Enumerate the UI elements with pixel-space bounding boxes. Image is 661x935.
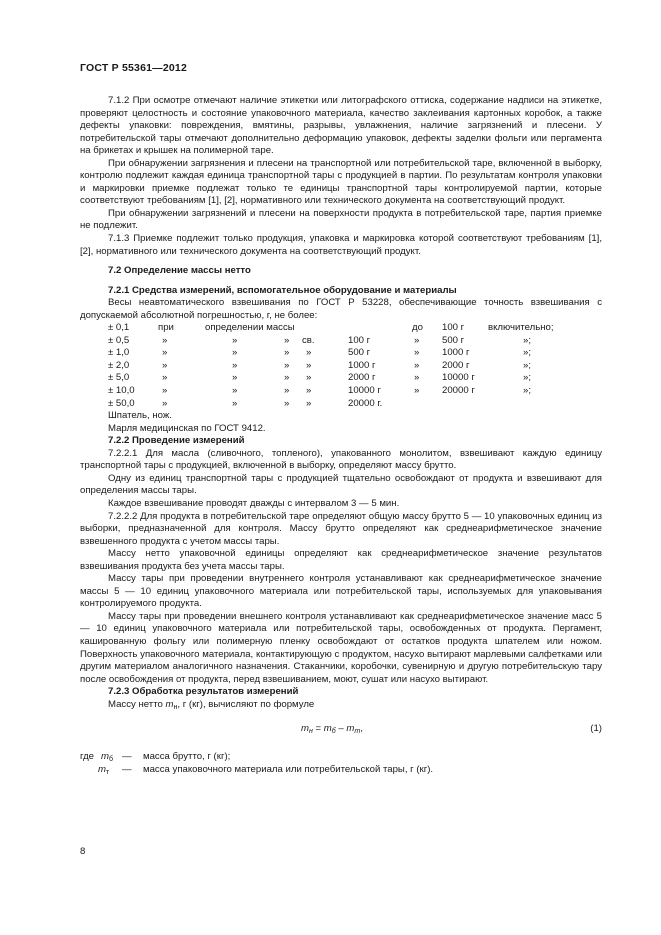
paragraph-7-2-2-1: 7.2.2.1 Для масла (сливочного, топленого), упакованного монолитом, взвешивают каждую единицу транспортной тары с продукцией, включенной в выборку, определяют массу брутто. xyxy=(80,447,602,472)
tolerance-row: ± 0,1 при определении массы до 100 г включительно; xyxy=(108,322,554,334)
tolerance-row: ± 2,0 » » » » 1000 г » 2000 г »; xyxy=(108,359,532,371)
paragraph-net-mass-unit: Массу нетто упаковочной единицы определяют как среднеарифметическое значение результатов взвешивания продукта без учета массы тары. xyxy=(80,548,602,572)
paragraph-7-1-2: 7.1.2 При осмотре отмечают наличие этикетки или литографского оттиска, содержание надписи на этикетке, проверяют целостность и состояние упаковочного материала, качество заклеивания картонных коробок, а также дефекты упаковки: повреждения, вмятины, разрывы, увлажнения, наличие загрязнений и плесени. У потребительской тары отмечают дополнительно деформацию упаковок, дефекты заделки фольги или пергамента на брикетах и крышек на полимерной таре. xyxy=(80,95,602,157)
document-body xyxy=(80,95,602,776)
paragraph-internal-control: Массу тары при проведении внутреннего контроля устанавливают как среднеарифметическое значение массы 5 — 10 единиц упаковочного материала или потребительской тары, используемых для упаковывания контролируемого продукта. xyxy=(80,573,602,610)
paragraph-scales: Весы неавтоматического взвешивания по ГОСТ Р 53228, обеспечивающие точность взвешивания с допускаемой абсолютной погрешностью, г, не более: xyxy=(80,297,602,321)
page-number: 8 xyxy=(80,846,86,857)
where-row-tare: $m_т$ — масса упаковочного материала или потребительской тары, г (кг). xyxy=(98,763,434,776)
item-spatula: Шпатель, нож. xyxy=(108,410,172,422)
heading-7-2-2: 7.2.2 Проведение измерений xyxy=(108,435,245,447)
item-gauze: Марля медицинская по ГОСТ 9412. xyxy=(108,422,266,434)
where-row-brutto: где $m_б$ — масса брутто, г (кг); xyxy=(80,751,231,764)
formula-expression: $m_н = m_б - m_т$, xyxy=(301,723,363,736)
heading-7-2-3: 7.2.3 Обработка результатов измерений xyxy=(108,686,299,698)
heading-7-2: 7.2 Определение массы нетто xyxy=(108,265,251,277)
formula-1 xyxy=(80,721,602,737)
paragraph-formula-intro: Массу нетто $m_н$, г (кг), вычисляют по формуле xyxy=(108,698,315,711)
tolerance-row: ± 1,0 » » » » 500 г » 1000 г »; xyxy=(108,347,532,359)
paragraph-7-1-3: 7.1.3 Приемке подлежит только продукция, упаковка и маркировка которой соответствуют требованиям [1], [2], нормативного или технического документа на соответствующий продукт. xyxy=(80,233,602,257)
formula-number: (1) xyxy=(590,723,602,735)
tolerance-row: ± 0,5 » » » св. 100 г » 500 г »; xyxy=(108,334,532,346)
tolerance-row: ± 50,0 » » » » 20000 г. xyxy=(108,397,383,409)
tolerance-table xyxy=(80,322,602,410)
tolerance-row: ± 10,0 » » » » 10000 г » 20000 г »; xyxy=(108,385,532,397)
heading-7-2-1: 7.2.1 Средства измерений, вспомогательное оборудование и материалы xyxy=(108,284,457,296)
paragraph-tare-mass: Одну из единиц транспортной тары с продукцией тщательно освобождают от продукта и взвешивают для определения массы тары. xyxy=(80,472,602,497)
paragraph-external-control: Массу тары при проведении внешнего контроля устанавливают как среднеарифметическое значение масс 5 — 10 единиц упаковочного материала или потребительской тары, освобожденных от продукта. Пергамент, кашированную фольгу или полимерную пленку освобождают от остатков продукта шпателем или ножом. Поверхность упаковочного материала, контактирующую с продуктом, насухо вытирают марлевыми салфетками или другим материалом аналогичного назначения. Стаканчики, коробочки, сувенирную и другую потребительскую тару после освобождения от продукта, перед взвешиванием, моют, сушат или насухо вытирают. xyxy=(80,610,602,685)
document-header: ГОСТ Р 55361—2012 xyxy=(80,62,188,74)
paragraph-contamination-transport: При обнаружении загрязнения и плесени на транспортной или потребительской таре, включенной в выборку, контролю подлежит каждая единица транспортной тары с продукцией в партии. По результатам контроля упаковки и маркировки приемке подлежат только те единицы транспортной тары контролируемой партии, которые соответствуют требованиям [1], [2], нормативного или технического документа на соответствующий продукт. xyxy=(80,157,602,207)
tolerance-row: ± 5,0 » » » » 2000 г » 10000 г »; xyxy=(108,372,532,384)
paragraph-7-2-2-2: 7.2.2.2 Для продукта в потребительской таре определяют общую массу брутто 5 — 10 упаковочных единиц из выборки, предназначенной для контроля. Массу брутто определяют как среднеарифметическое значение взвешенного продукта с учетом массы тары. xyxy=(80,510,602,547)
paragraph-contamination-product: При обнаружении загрязнений и плесени на поверхности продукта в потребительской таре, партия приемке не подлежит. xyxy=(80,207,602,232)
paragraph-weighing-twice: Каждое взвешивание проводят дважды с интервалом 3 — 5 мин. xyxy=(108,497,400,509)
